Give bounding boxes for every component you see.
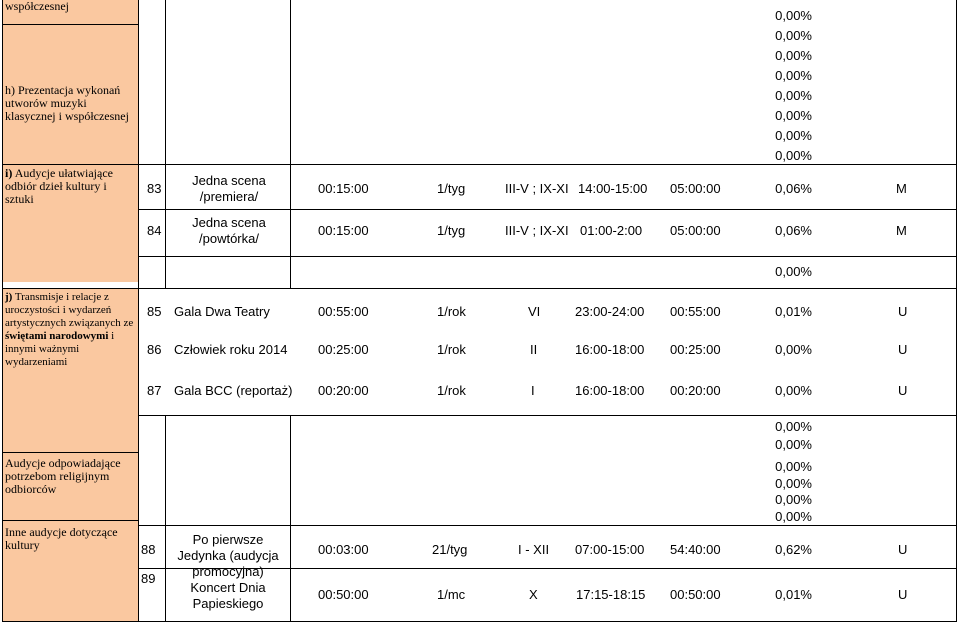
- grid-line: [138, 209, 956, 210]
- category-j-line1: Transmisje i relacje z uroczystości i wydarzeń artystycznych związanych ze: [5, 291, 134, 329]
- row-89-title: Koncert Dnia Papieskiego: [190, 580, 266, 611]
- row-83-percent: 0,06%: [775, 181, 812, 196]
- percent-cell: 0,00%: [775, 459, 812, 474]
- row-89-months: X: [529, 587, 538, 602]
- row-85-percent: 0,01%: [775, 304, 812, 319]
- row-89-code: U: [898, 587, 908, 602]
- row-88-months: I - XII: [518, 542, 550, 557]
- category-h-prefix: h): [5, 83, 15, 97]
- category-k: [3, 452, 138, 520]
- row-83-nr: 83: [147, 181, 162, 196]
- row-83-hours: 14:00-15:00: [578, 181, 648, 196]
- grid-line: [290, 415, 291, 622]
- row-87-code: U: [898, 383, 908, 398]
- row-89-nr: 89: [141, 571, 156, 586]
- row-87-freq: 1/rok: [437, 383, 466, 398]
- grid-line: [2, 0, 3, 622]
- row-86-code: U: [898, 342, 908, 357]
- row-84-hours: 01:00-2:00: [580, 223, 643, 238]
- percent-cell: 0,00%: [775, 48, 812, 63]
- row-88-duration: 00:03:00: [318, 542, 369, 557]
- percent-cell: 0,00%: [775, 264, 812, 279]
- category-i-prefix: i): [5, 166, 13, 180]
- category-j-line2: i innymi ważnymi wydarzeniami: [5, 330, 115, 368]
- row-89-total: 00:50:00: [670, 587, 721, 602]
- percent-cell: 0,00%: [775, 437, 812, 452]
- row-88-hours: 07:00-15:00: [575, 542, 645, 557]
- row-86-hours: 16:00-18:00: [575, 342, 645, 357]
- row-84-total: 05:00:00: [670, 223, 721, 238]
- percent-cell: 0,00%: [775, 148, 812, 163]
- row-86-freq: 1/rok: [437, 342, 466, 357]
- percent-cell: 0,00%: [775, 88, 812, 103]
- grid-line: [138, 164, 956, 165]
- row-85-title: Gala Dwa Teatry: [174, 304, 270, 319]
- row-84-duration: 00:15:00: [318, 223, 369, 238]
- percent-cell: 0,00%: [775, 476, 812, 491]
- row-83-freq: 1/tyg: [437, 181, 466, 196]
- row-88-total: 54:40:00: [670, 542, 721, 557]
- category-j-bold: świętami narodowymi: [5, 330, 109, 342]
- percent-cell: 0,00%: [775, 68, 812, 83]
- category-g-tail: [3, 0, 138, 24]
- row-84-nr: 84: [147, 223, 162, 238]
- category-h: [3, 24, 138, 164]
- grid-line: [2, 288, 956, 289]
- row-88-nr: 88: [141, 542, 156, 557]
- row-85-hours: 23:00-24:00: [575, 304, 645, 319]
- percent-cell: 0,00%: [775, 28, 812, 43]
- row-84-title: Jedna scena /powtórka/: [192, 215, 266, 246]
- category-k-text: Audycje odpowiadające potrzebom religijnym odbiorców: [5, 456, 121, 496]
- percent-cell: 0,00%: [775, 509, 812, 524]
- grid-line: [165, 0, 166, 288]
- row-86-title: Człowiek roku 2014: [174, 342, 288, 357]
- row-89-hours: 17:15-18:15: [576, 587, 646, 602]
- row-87-duration: 00:20:00: [318, 383, 369, 398]
- row-87-hours: 16:00-18:00: [575, 383, 645, 398]
- row-88-percent: 0,62%: [775, 542, 812, 557]
- row-86-nr: 86: [147, 342, 162, 357]
- category-j-prefix: j): [5, 291, 13, 303]
- grid-line: [138, 525, 956, 526]
- row-85-duration: 00:55:00: [318, 304, 369, 319]
- category-l-text: Inne audycje dotyczące kultury: [5, 525, 118, 552]
- grid-line: [956, 0, 957, 622]
- grid-line: [2, 520, 138, 521]
- category-i: [3, 164, 138, 282]
- row-83-total: 05:00:00: [670, 181, 721, 196]
- row-86-months: II: [530, 342, 538, 357]
- row-87-months: I: [531, 383, 535, 398]
- row-89-percent: 0,01%: [775, 587, 812, 602]
- row-88-code: U: [898, 542, 908, 557]
- row-85-code: U: [898, 304, 908, 319]
- category-j: [3, 288, 138, 452]
- percent-cell: 0,00%: [775, 8, 812, 23]
- grid-line: [165, 415, 166, 622]
- grid-line: [138, 256, 956, 257]
- row-87-total: 00:20:00: [670, 383, 721, 398]
- category-h-text: Prezentacja wykonań utworów muzyki klasycznej i współczesnej: [5, 83, 129, 123]
- row-86-duration: 00:25:00: [318, 342, 369, 357]
- row-88-freq: 21/tyg: [432, 542, 468, 557]
- grid-line: [2, 24, 138, 25]
- row-87-nr: 87: [147, 383, 162, 398]
- row-84-percent: 0,06%: [775, 223, 812, 238]
- row-83-code: M: [896, 181, 907, 196]
- row-88-title: Po pierwsze Jedynka (audycja promocyjna): [177, 532, 279, 579]
- row-89-duration: 00:50:00: [318, 587, 369, 602]
- row-83-months: III-V ; IX-XI: [505, 181, 569, 196]
- percent-cell: 0,00%: [775, 108, 812, 123]
- percent-cell: 0,00%: [775, 128, 812, 143]
- row-86-percent: 0,00%: [775, 342, 812, 357]
- category-i-text: Audycje ułatwiające odbiór dzieł kultury i sztuki: [5, 166, 113, 206]
- row-85-months: VI: [528, 304, 541, 319]
- row-84-freq: 1/tyg: [437, 223, 466, 238]
- grid-line: [2, 164, 138, 165]
- grid-line: [290, 0, 291, 288]
- row-85-total: 00:55:00: [670, 304, 721, 319]
- row-85-freq: 1/rok: [437, 304, 466, 319]
- row-84-months: III-V ; IX-XI: [505, 223, 569, 238]
- row-86-total: 00:25:00: [670, 342, 721, 357]
- row-85-nr: 85: [147, 304, 162, 319]
- percent-cell: 0,00%: [775, 492, 812, 507]
- grid-line: [138, 415, 956, 416]
- grid-line: [138, 0, 139, 622]
- row-83-duration: 00:15:00: [318, 181, 369, 196]
- grid-line: [2, 452, 138, 453]
- row-89-freq: 1/mc: [437, 587, 466, 602]
- row-87-title: Gala BCC (reportaż): [174, 383, 293, 398]
- percent-cell: 0,00%: [775, 419, 812, 434]
- row-84-code: M: [896, 223, 907, 238]
- row-87-percent: 0,00%: [775, 383, 812, 398]
- row-83-title: Jedna scena /premiera/: [192, 173, 266, 204]
- category-l: [3, 520, 138, 622]
- category-g-tail-text: współczesnej: [5, 0, 69, 13]
